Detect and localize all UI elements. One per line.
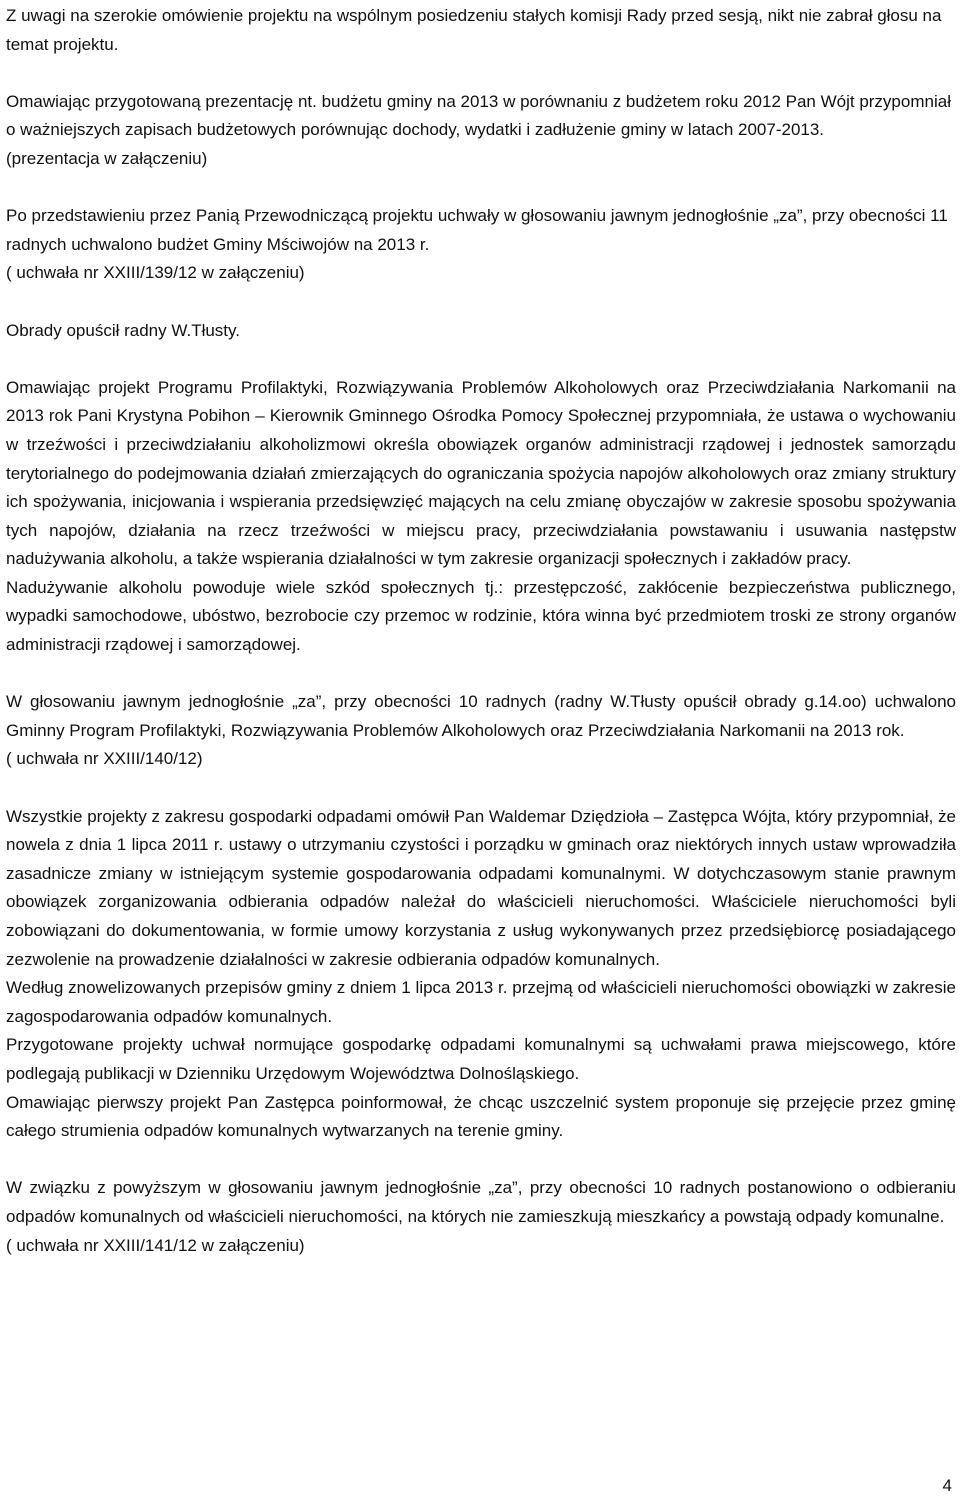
paragraph-alcohol-program: Omawiając projekt Programu Profilaktyki, Rozwiązywania Problemów Alkoholowych oraz Przeciwdziałania Narkomanii na 2013 rok Pani Krystyna Pobihon – Kierownik Gminnego Ośrodka Pomocy Społecznej przypomniała, że ustawa o wychowaniu w trzeźwości i przeciwdziałaniu alkoholizmowi określa obowiązek organów administracji rządowej i jednostek samorządu terytorialnego do podejmowania działań zmierzających do ograniczania spożycia napojów alkoholowych oraz zmiany struktury ich spożywania, inicjowania i wspierania przedsięwzięć mających na celu zmianę obyczajów w zakresie sposobu spożywania tych napojów, działania na rzecz trzeźwości w miejscu pracy, przeciwdziałania powstawaniu i usuwania następstw nadużywania alkoholu, a także wspierania działalności w tym zakresie organizacji społecznych i zakładów pracy.: [6, 377, 956, 569]
spacer: [6, 59, 956, 88]
paragraph-resolution-139: ( uchwała nr XXIII/139/12 w załączeniu): [6, 263, 305, 283]
spacer: [6, 774, 956, 803]
page-number: 4: [942, 1476, 952, 1495]
paragraph-councillor-left: Obrady opuścił radny W.Tłusty.: [6, 320, 240, 340]
paragraph-resolution-141: ( uchwała nr XXIII/141/12 w załączeniu): [6, 1235, 305, 1255]
spacer: [6, 660, 956, 689]
paragraph-program-vote: W głosowaniu jawnym jednogłośnie „za”, przy obecności 10 radnych (radny W.Tłusty opuścił obrady g.14.oo) uchwalono Gminny Program Profilaktyki, Rozwiązywania Problemów Alkoholowych oraz Przeciwdziałania Narkomanii na 2013 rok.: [6, 692, 956, 740]
spacer: [6, 345, 956, 374]
document-page: [6, 2, 956, 1260]
paragraph-resolution-140: ( uchwała nr XXIII/140/12): [6, 749, 203, 769]
paragraph-local-law: Przygotowane projekty uchwał normujące gospodarkę odpadami komunalnymi są uchwałami prawa miejscowego, które podlegają publikacji w Dzienniku Urzędowym Województwa Dolnośląskiego.: [6, 1035, 956, 1083]
paragraph-waste-vote: W związku z powyższym w głosowaniu jawnym jednogłośnie „za”, przy obecności 10 radnych postanowiono o odbieraniu odpadów komunalnych od właścicieli nieruchomości, na których nie zamieszkują mieszkańcy a powstają odpady komunalne.: [6, 1178, 956, 1226]
paragraph-waste-projects: Wszystkie projekty z zakresu gospodarki odpadami omówił Pan Waldemar Dziędzioła – Zastępca Wójta, który przypomniał, że nowela z dnia 1 lipca 2011 r. ustawy o utrzymaniu czystości i porządku w gminach oraz niektórych innych ustaw wprowadziła zasadnicze zmiany w istniejącym systemie gospodarowania odpadami komunalnymi. W dotychczasowym stanie prawnym obowiązek zorganizowania odbierania odpadów należał do właścicieli nieruchomości. Właściciele nieruchomości byli zobowiązani do dokumentowania, w formie umowy korzystania z usług wykonywanych przez przedsiębiorcę posiadającego zezwolenie na prowadzenie działalności w zakresie odbierania odpadów komunalnych.: [6, 806, 956, 969]
paragraph-presentation-attachment: (prezentacja w załączeniu): [6, 148, 208, 168]
paragraph-new-regulations: Według znowelizowanych przepisów gminy z dniem 1 lipca 2013 r. przejmą od właścicieli nieruchomości obowiązki w zakresie zagospodarowania odpadów komunalnych.: [6, 978, 956, 1026]
spacer: [6, 174, 956, 203]
paragraph-first-project: Omawiając pierwszy projekt Pan Zastępca poinformował, że chcąc uszczelnić system proponuje się przejęcie przez gminę całego strumienia odpadów komunalnych wytwarzanych na terenie gminy.: [6, 1092, 956, 1141]
spacer: [6, 1146, 956, 1175]
paragraph-budget-vote: Po przedstawieniu przez Panią Przewodniczącą projektu uchwały w głosowaniu jawnym jednogłośnie „za”, przy obecności 11 radnych uchwalono budżet Gminy Mściwojów na 2013 r.: [6, 206, 948, 254]
paragraph-alcohol-harms: Nadużywanie alkoholu powoduje wiele szkód społecznych tj.: przestępczość, zakłócenie bezpieczeństwa publicznego, wypadki samochodowe, ubóstwo, bezrobocie czy przemoc w rodzinie, która winna być przedmiotem troski ze strony organów administracji rządowej i samorządowej.: [6, 577, 956, 655]
spacer: [6, 288, 956, 317]
paragraph-budget-presentation: Omawiając przygotowaną prezentację nt. budżetu gminy na 2013 w porównaniu z budżetem roku 2012 Pan Wójt przypomniał o ważniejszych zapisach budżetowych porównując dochody, wydatki i zadłużenie gminy w latach 2007-2013.: [6, 91, 951, 140]
paragraph-session-discussion: Z uwagi na szerokie omówienie projektu na wspólnym posiedzeniu stałych komisji Rady przed sesją, nikt nie zabrał głosu na temat projektu.: [6, 6, 942, 54]
